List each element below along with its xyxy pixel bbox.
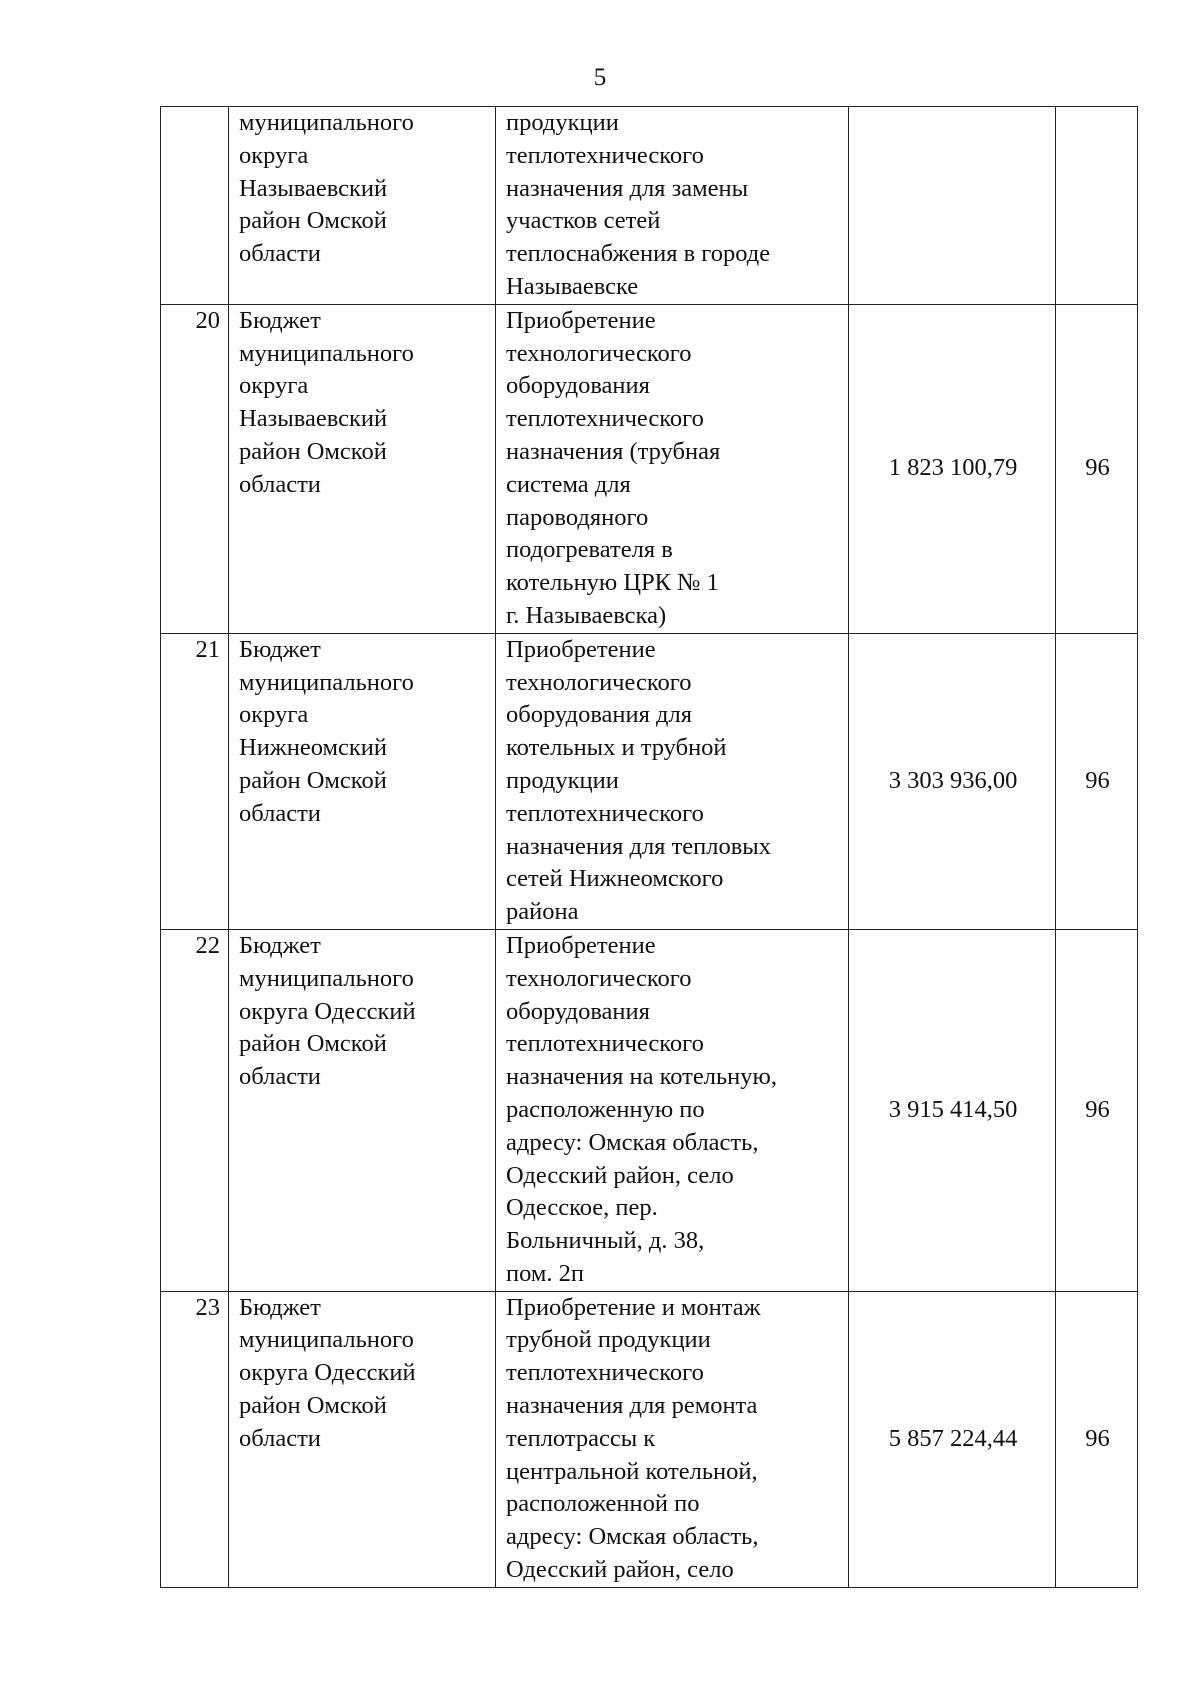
text-line: назначения для тепловых <box>506 832 772 860</box>
text-line: теплотехнического <box>506 405 704 433</box>
text-line: Одесское, пер. <box>506 1194 658 1222</box>
text-line: области <box>239 470 321 498</box>
text-line: система для <box>506 470 631 498</box>
subsidy-table <box>160 106 1138 1588</box>
text-line: области <box>239 1424 321 1452</box>
text-line: Больничный, д. 38, <box>506 1227 705 1255</box>
text-line: район Омской <box>239 207 387 235</box>
purpose-text <box>506 634 840 929</box>
text-line: котельную ЦРК № 1 <box>506 569 719 597</box>
amount-cell: 5 857 224,44 <box>849 1291 1056 1587</box>
text-line: продукции <box>506 766 619 794</box>
text-line: Бюджет <box>239 931 321 959</box>
amount-cell: 3 915 414,50 <box>849 929 1056 1291</box>
text-line: Одесский район, село <box>506 1161 734 1189</box>
purpose-cell <box>496 1291 849 1587</box>
amount-cell: 1 823 100,79 <box>849 304 1056 633</box>
text-line: округа <box>239 701 309 729</box>
purpose-text <box>506 1292 840 1587</box>
budget-text <box>239 634 487 831</box>
purpose-text <box>506 930 840 1291</box>
budget-cell <box>229 1291 496 1587</box>
text-line: Приобретение и монтаж <box>506 1293 761 1321</box>
text-line: округа Одесский <box>239 1359 416 1387</box>
percent-cell: 96 <box>1056 633 1138 929</box>
text-line: Бюджет <box>239 306 321 334</box>
percent-cell <box>1056 107 1138 305</box>
text-line: пароводяного <box>506 503 649 531</box>
table-row <box>161 304 1138 633</box>
text-line: муниципального <box>239 109 414 136</box>
text-line: участков сетей <box>506 207 661 235</box>
percent-cell: 96 <box>1056 304 1138 633</box>
row-number-cell: 20 <box>161 304 229 633</box>
purpose-text <box>506 107 840 304</box>
text-line: расположенной по <box>506 1490 700 1518</box>
text-line: оборудования <box>506 997 650 1025</box>
text-line: район Омской <box>239 1392 387 1420</box>
purpose-text <box>506 305 840 633</box>
text-line: Бюджет <box>239 635 321 663</box>
text-line: района <box>506 898 579 926</box>
percent-cell: 96 <box>1056 929 1138 1291</box>
text-line: назначения на котельную, <box>506 1063 777 1091</box>
percent-cell: 96 <box>1056 1291 1138 1587</box>
text-line: котельных и трубной <box>506 734 727 762</box>
budget-text <box>239 930 487 1094</box>
text-line: муниципального <box>239 668 414 696</box>
table-row <box>161 107 1138 305</box>
text-line: район Омской <box>239 1030 387 1058</box>
text-line: адресу: Омская область, <box>506 1128 759 1156</box>
text-line: трубной продукции <box>506 1326 711 1354</box>
budget-text <box>239 1292 487 1456</box>
budget-text <box>239 305 487 502</box>
text-line: Одесский район, село <box>506 1556 734 1584</box>
purpose-cell <box>496 633 849 929</box>
text-line: области <box>239 1063 321 1091</box>
text-line: назначения для ремонта <box>506 1392 758 1420</box>
row-number-cell: 22 <box>161 929 229 1291</box>
table-row <box>161 929 1138 1291</box>
text-line: теплотехнического <box>506 1030 704 1058</box>
text-line: Бюджет <box>239 1293 321 1321</box>
text-line: области <box>239 240 321 268</box>
text-line: продукции <box>506 109 619 136</box>
purpose-cell <box>496 107 849 305</box>
text-line: оборудования для <box>506 701 693 729</box>
row-number-cell: 21 <box>161 633 229 929</box>
table-row <box>161 633 1138 929</box>
text-line: теплотехнического <box>506 799 704 827</box>
text-line: назначения для замены <box>506 174 749 202</box>
text-line: Называевский <box>239 174 388 202</box>
text-line: технологического <box>506 339 692 367</box>
purpose-cell <box>496 304 849 633</box>
page-number: 5 <box>593 64 607 91</box>
text-line: области <box>239 799 321 827</box>
text-line: теплотехнического <box>506 1359 704 1387</box>
text-line: округа <box>239 372 309 400</box>
text-line: назначения (трубная <box>506 437 721 465</box>
budget-cell <box>229 929 496 1291</box>
row-number-cell: 23 <box>161 1291 229 1587</box>
text-line: адресу: Омская область, <box>506 1523 759 1551</box>
text-line: район Омской <box>239 766 387 794</box>
text-line: технологического <box>506 964 692 992</box>
text-line: центральной котельной, <box>506 1457 758 1485</box>
budget-cell <box>229 633 496 929</box>
text-line: расположенную по <box>506 1095 705 1123</box>
text-line: теплотехнического <box>506 141 704 169</box>
text-line: пом. 2п <box>506 1259 585 1287</box>
text-line: г. Называевска) <box>506 601 667 629</box>
text-line: сетей Нижнеомского <box>506 865 724 893</box>
text-line: Приобретение <box>506 306 656 334</box>
text-line: округа <box>239 141 309 169</box>
text-line: Приобретение <box>506 931 656 959</box>
table-body <box>161 107 1138 1588</box>
budget-text <box>239 107 487 271</box>
budget-cell <box>229 107 496 305</box>
text-line: муниципального <box>239 339 414 367</box>
amount-cell <box>849 107 1056 305</box>
text-line: теплотрассы к <box>506 1424 656 1452</box>
text-line: Называевске <box>506 272 639 300</box>
text-line: округа Одесский <box>239 997 416 1025</box>
text-line: технологического <box>506 668 692 696</box>
text-line: муниципального <box>239 964 414 992</box>
text-line: район Омской <box>239 437 387 465</box>
purpose-cell <box>496 929 849 1291</box>
amount-cell: 3 303 936,00 <box>849 633 1056 929</box>
text-line: оборудования <box>506 372 650 400</box>
text-line: Нижнеомский <box>239 734 388 762</box>
row-number-cell <box>161 107 229 305</box>
text-line: муниципального <box>239 1326 414 1354</box>
budget-cell <box>229 304 496 633</box>
text-line: подогревателя в <box>506 536 673 564</box>
text-line: Называевский <box>239 405 388 433</box>
text-line: Приобретение <box>506 635 656 663</box>
table-row <box>161 1291 1138 1587</box>
text-line: теплоснабжения в городе <box>506 240 771 268</box>
